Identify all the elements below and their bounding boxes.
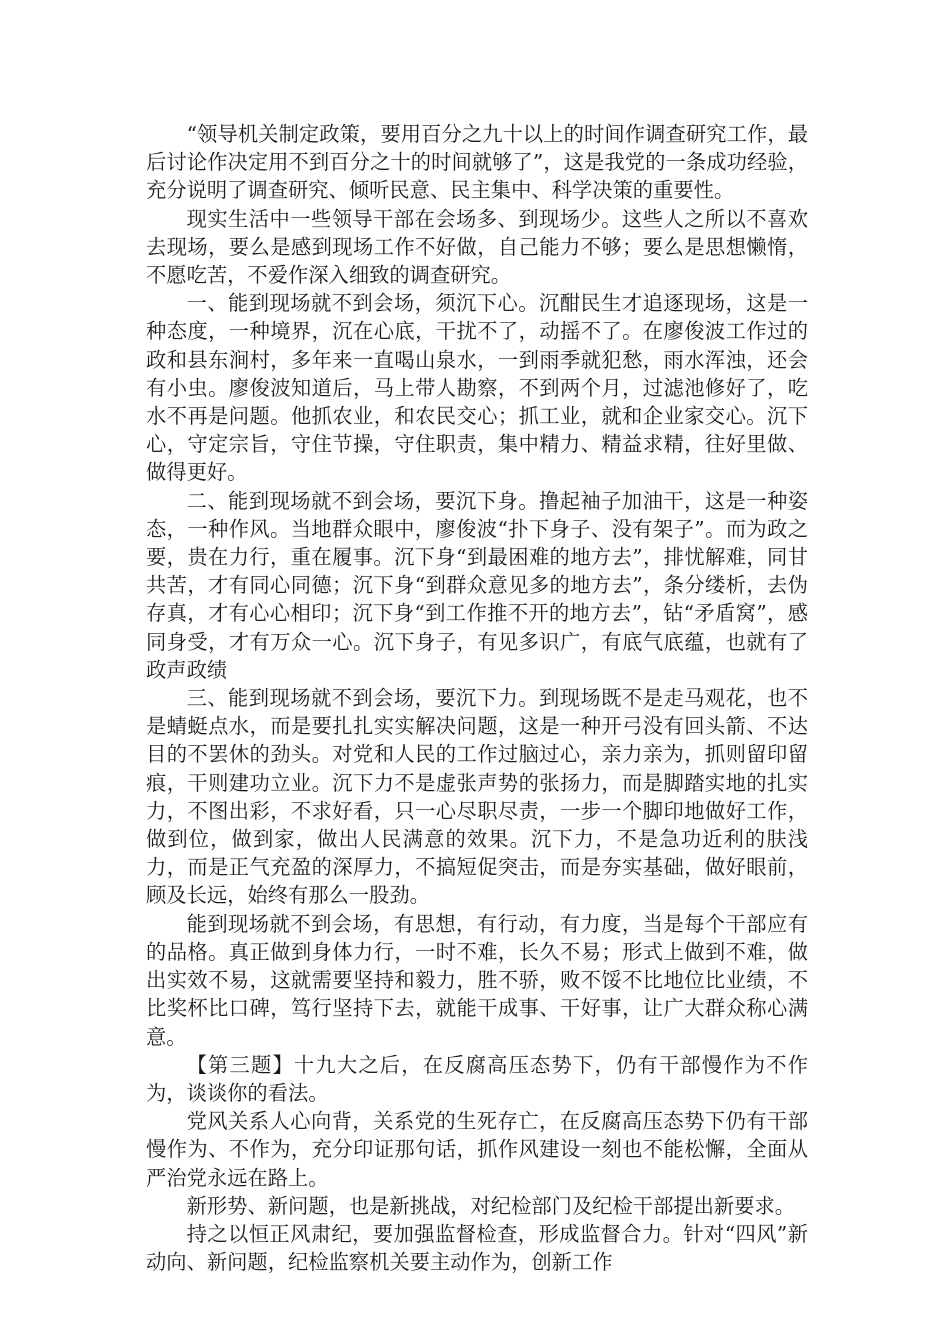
paragraph-10: 持之以恒正风肃纪，要加强监督检查，形成监督合力。针对“四风”新动向、新问题，纪检监察机关要主动作为，创新工作	[146, 1221, 808, 1275]
paragraph-3: 一、能到现场就不到会场，须沉下心。沉酣民生才追逐现场，这是一种态度，一种境界，沉在心底，干扰不了，动摇不了。在廖俊波工作过的政和县东涧村，多年来一直喝山泉水，一到雨季就犯愁，雨水浑浊，还会有小虫。廖俊波知道后，马上带人勘察，不到两个月，过滤池修好了，吃水不再是问题。他抓农业，和农民交心；抓工业，就和企业家交心。沉下心，守定宗旨，守住节操，守住职责，集中精力、精益求精，往好里做、做得更好。	[146, 291, 808, 485]
paragraph-4: 二、能到现场就不到会场，要沉下身。撸起袖子加油干，这是一种姿态，一种作风。当地群众眼中，廖俊波“扑下身子、没有架子”。而为政之要，贵在力行，重在履事。沉下身“到最困难的地方去”，排忧解难，同甘共苦，才有同心同德；沉下身“到群众意见多的地方去”，条分缕析，去伪存真，才有心心相印；沉下身“到工作推不开的地方去”，钻“矛盾窝”，感同身受，才有万众一心。沉下身子，有见多识广，有底气底蕴，也就有了政声政绩	[146, 488, 808, 682]
paragraph-6: 能到现场就不到会场，有思想，有行动，有力度，当是每个干部应有的品格。真正做到身体力行，一时不难，长久不易；形式上做到不难，做出实效不易，这就需要坚持和毅力，胜不骄，败不馁不比地位比业绩，不比奖杯比口碑，笃行坚持下去，就能干成事、干好事，让广大群众称心满意。	[146, 911, 808, 1049]
question-heading: 【第三题】十九大之后，在反腐高压态势下，仍有干部慢作为不作为，谈谈你的看法。	[146, 1052, 808, 1105]
paragraph-1: “领导机关制定政策，要用百分之九十以上的时间作调查研究工作，最后讨论作决定用不到百分之十的时间就够了”，这是我党的一条成功经验，充分说明了调查研究、倾听民意、民主集中、科学决策的重要性。	[146, 122, 808, 203]
paragraph-2: 现实生活中一些领导干部在会场多、到现场少。这些人之所以不喜欢去现场，要么是感到现场工作不好做，自己能力不够；要么是思想懒惰，不愿吃苦，不爱作深入细致的调查研究。	[146, 206, 808, 288]
document-page	[146, 120, 808, 1276]
paragraph-8: 党风关系人心向背，关系党的生死存亡，在反腐高压态势下仍有干部慢作为、不作为，充分印证那句话，抓作风建设一刻也不能松懈，全面从严治党永远在路上。	[146, 1109, 808, 1190]
paragraph-5: 三、能到现场就不到会场，要沉下力。到现场既不是走马观花，也不是蜻蜓点水，而是要扎扎实实解决问题，这是一种开弓没有回头箭、不达目的不罢休的劲头。对党和人民的工作过脑过心，亲力亲为，抓则留印留痕，干则建功立业。沉下力不是虚张声势的张扬力，而是脚踏实地的扎实力，不图出彩，不求好看，只一心尽职尽责，一步一个脚印地做好工作，做到位，做到家，做出人民满意的效果。沉下力，不是急功近利的肤浅力，而是正气充盈的深厚力，不搞短促突击，而是夯实基础，做好眼前，顾及长远，始终有那么一股劲。	[146, 686, 808, 908]
paragraph-9: 新形势、新问题，也是新挑战，对纪检部门及纪检干部提出新要求。	[186, 1193, 796, 1218]
